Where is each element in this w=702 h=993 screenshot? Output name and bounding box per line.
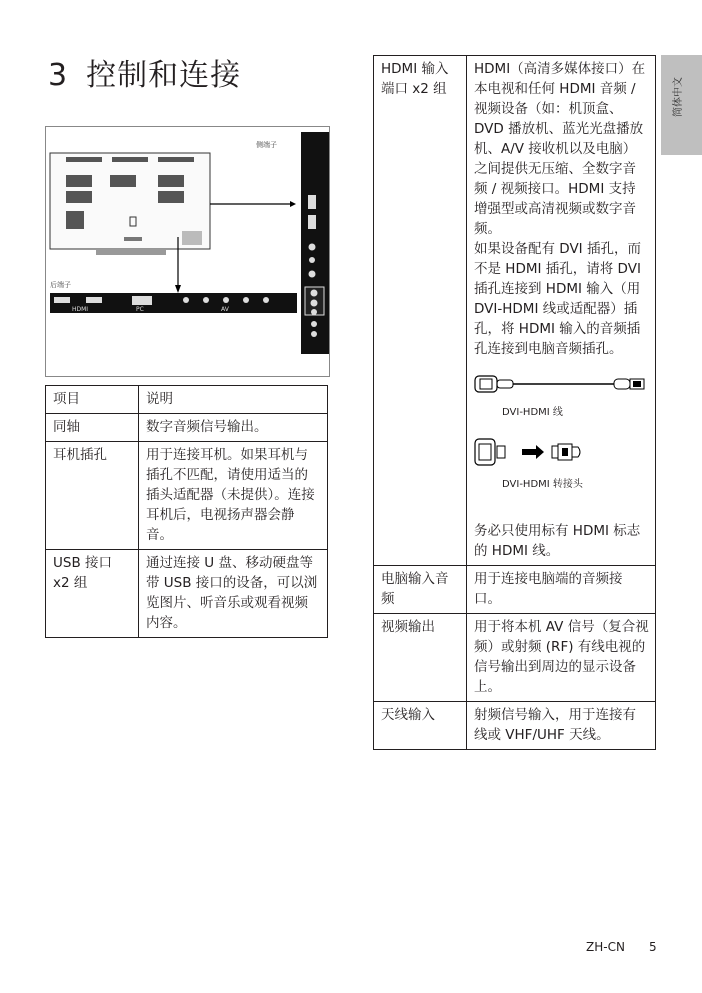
table-row (46, 442, 328, 550)
page-title (48, 50, 241, 94)
dvi-hdmi-cable-icon (474, 373, 649, 395)
row-item: 电脑输入音频 (374, 566, 467, 614)
chapter-number: 3 (48, 58, 69, 93)
header-item: 项目 (46, 386, 139, 414)
hdmi-note: 务必只使用标有 HDMI 标志的 HDMI 线。 (474, 523, 641, 559)
page-number: 5 (648, 940, 657, 954)
row-desc: 用于连接耳机。如果耳机与插孔不匹配，请使用适当的插头适配器（未提供）。连接耳机后，电视扬声器会静音。 (139, 442, 328, 550)
dvi-hdmi-adapter-label: DVI-HDMI 转接头 (502, 479, 583, 490)
table-row (374, 56, 656, 566)
pc-port-label: PC (136, 306, 144, 313)
row-desc: 射频信号输入，用于连接有线或 VHF/UHF 天线。 (467, 702, 656, 750)
tv-rear-diagram (46, 127, 329, 376)
row-item: HDMI 输入端口 x2 组 (374, 56, 467, 566)
tv-rear-panel-figure (45, 126, 330, 377)
chapter-title: 控制和连接 (86, 58, 242, 93)
row-desc: 用于将本机 AV 信号（复合视频）或射频 (RF) 有线电视的信号输出到周边的显示设备上。 (467, 614, 656, 702)
table-row (46, 414, 328, 442)
row-item: 耳机插孔 (46, 442, 139, 550)
row-desc: 数字音频信号输出。 (139, 414, 328, 442)
row-item: 同轴 (46, 414, 139, 442)
table-row (374, 566, 656, 614)
footer-locale: ZH-CN (586, 940, 625, 954)
table-row (374, 614, 656, 702)
dvi-hdmi-adapter-icon (474, 437, 594, 467)
row-desc: 通过连接 U 盘、移动硬盘等带 USB 接口的设备，可以浏览图片、听音乐或观看视频内容。 (139, 550, 328, 638)
table-row (374, 702, 656, 750)
dvi-hdmi-adapter (474, 437, 649, 495)
row-item: USB 接口 x2 组 (46, 550, 139, 638)
row-desc: 用于连接电脑端的音频接口。 (467, 566, 656, 614)
table-row (46, 550, 328, 638)
page-footer (586, 940, 657, 954)
header-desc: 说明 (139, 386, 328, 414)
dvi-hdmi-cable-label: DVI-HDMI 线 (502, 407, 563, 418)
language-tab (661, 55, 702, 155)
side-ports-label: 侧端子 (256, 141, 277, 149)
language-tab-label: 简体中文 (673, 77, 684, 117)
table-header-row (46, 386, 328, 414)
left-connector-table (45, 385, 328, 638)
row-item: 视频输出 (374, 614, 467, 702)
hdmi-desc-1: HDMI（高清多媒体接口）在本电视和任何 HDMI 音频 / 视频设备（如：机顶盒、DVD 播放机、蓝光光盘播放机、A/V 接收机以及电脑）之间提供无压缩、全数字音频 / 视频接口。HDMI 支持增强型或高清视频或数字音频。 (474, 61, 646, 237)
av-port-label: AV (221, 306, 229, 313)
hdmi-port-label: HDMI (72, 306, 89, 313)
dvi-hdmi-cable (474, 373, 649, 423)
row-item: 天线输入 (374, 702, 467, 750)
hdmi-desc-2: 如果设备配有 DVI 插孔，而不是 HDMI 插孔，请将 DVI 插孔连接到 HDMI 输入（用 DVI-HDMI 线或适配器）插孔，将 HDMI 输入的音频插孔连接到电脑音频插孔。 (474, 241, 641, 357)
hdmi-description-cell (467, 56, 656, 566)
right-connector-table (373, 55, 656, 750)
rear-ports-label: 后端子 (50, 281, 71, 289)
